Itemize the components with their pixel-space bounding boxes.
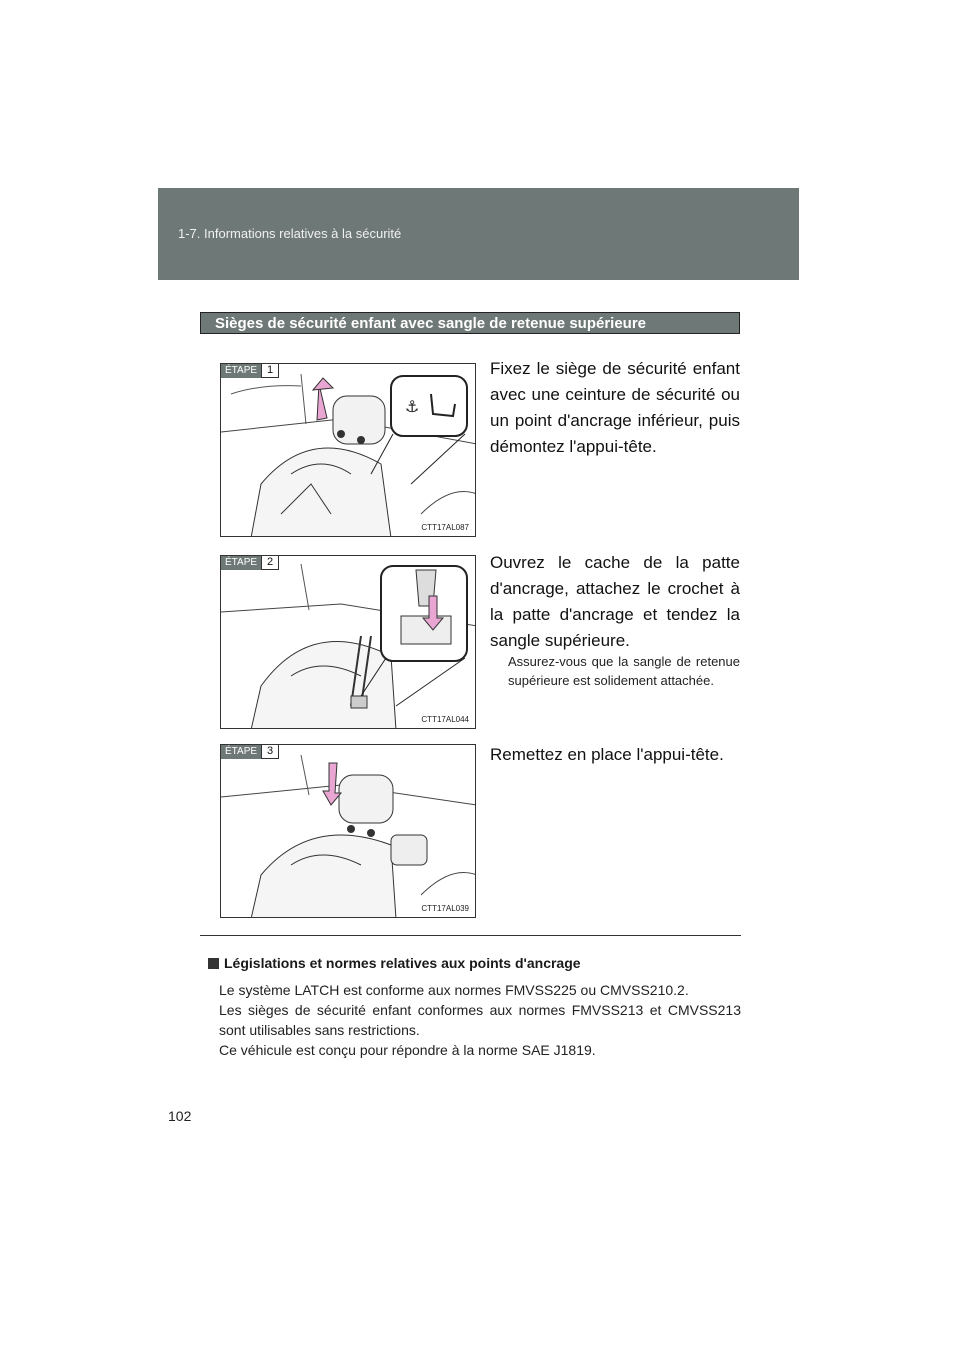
note-title: Législations et normes relatives aux points d'ancrage [208,955,581,971]
headrest-removal-illustration [221,364,476,537]
section-reference: 1-7. Informations relatives à la sécurité [178,226,402,241]
svg-text:⚓: ⚓ [405,397,420,416]
step-3-text: Remettez en place l'appui-tête. [490,745,724,764]
figure-code: CTT17AL044 [421,715,469,724]
anchor-hook-illustration [221,556,476,729]
step-3-figure [220,744,476,918]
section-title: Sièges de sécurité enfant avec sangle de retenue supérieure [215,315,647,332]
note-body [219,980,741,1060]
step-1-text: Fixez le siège de sécurité enfant avec une ceinture de sécurité ou un point d'ancrage inférieur, puis démontez l'appui-tête. [490,359,740,456]
step-2-figure [220,555,476,729]
step-2-text: Ouvrez le cache de la patte d'ancrage, attachez le crochet à la patte d'ancrage et tendez la sangle supérieure. [490,553,740,650]
step-tag: ÉTAPE 3 [221,745,279,759]
figure-code: CTT17AL087 [421,523,469,532]
step-tag: ÉTAPE 1 [221,364,279,378]
step-tag: ÉTAPE 2 [221,556,279,570]
step-2-note: Assurez-vous que la sangle de retenue supérieure est solidement attachée. [508,654,740,688]
section-title-box [200,312,740,334]
note-line: Le système LATCH est conforme aux normes FMVSS225 ou CMVSS210.2. [219,982,689,998]
divider [200,935,741,936]
note-line: Ce véhicule est conçu pour répondre à la norme SAE J1819. [219,1042,596,1058]
headrest-install-illustration [221,745,476,918]
page-number: 102 [168,1108,192,1124]
figure-code: CTT17AL039 [421,904,469,913]
step-1-figure [220,363,476,537]
square-bullet-icon [208,958,219,969]
note-line: Les sièges de sécurité enfant conformes aux normes FMVSS213 et CMVSS213 sont utilisables sans restrictions. [219,1002,741,1038]
